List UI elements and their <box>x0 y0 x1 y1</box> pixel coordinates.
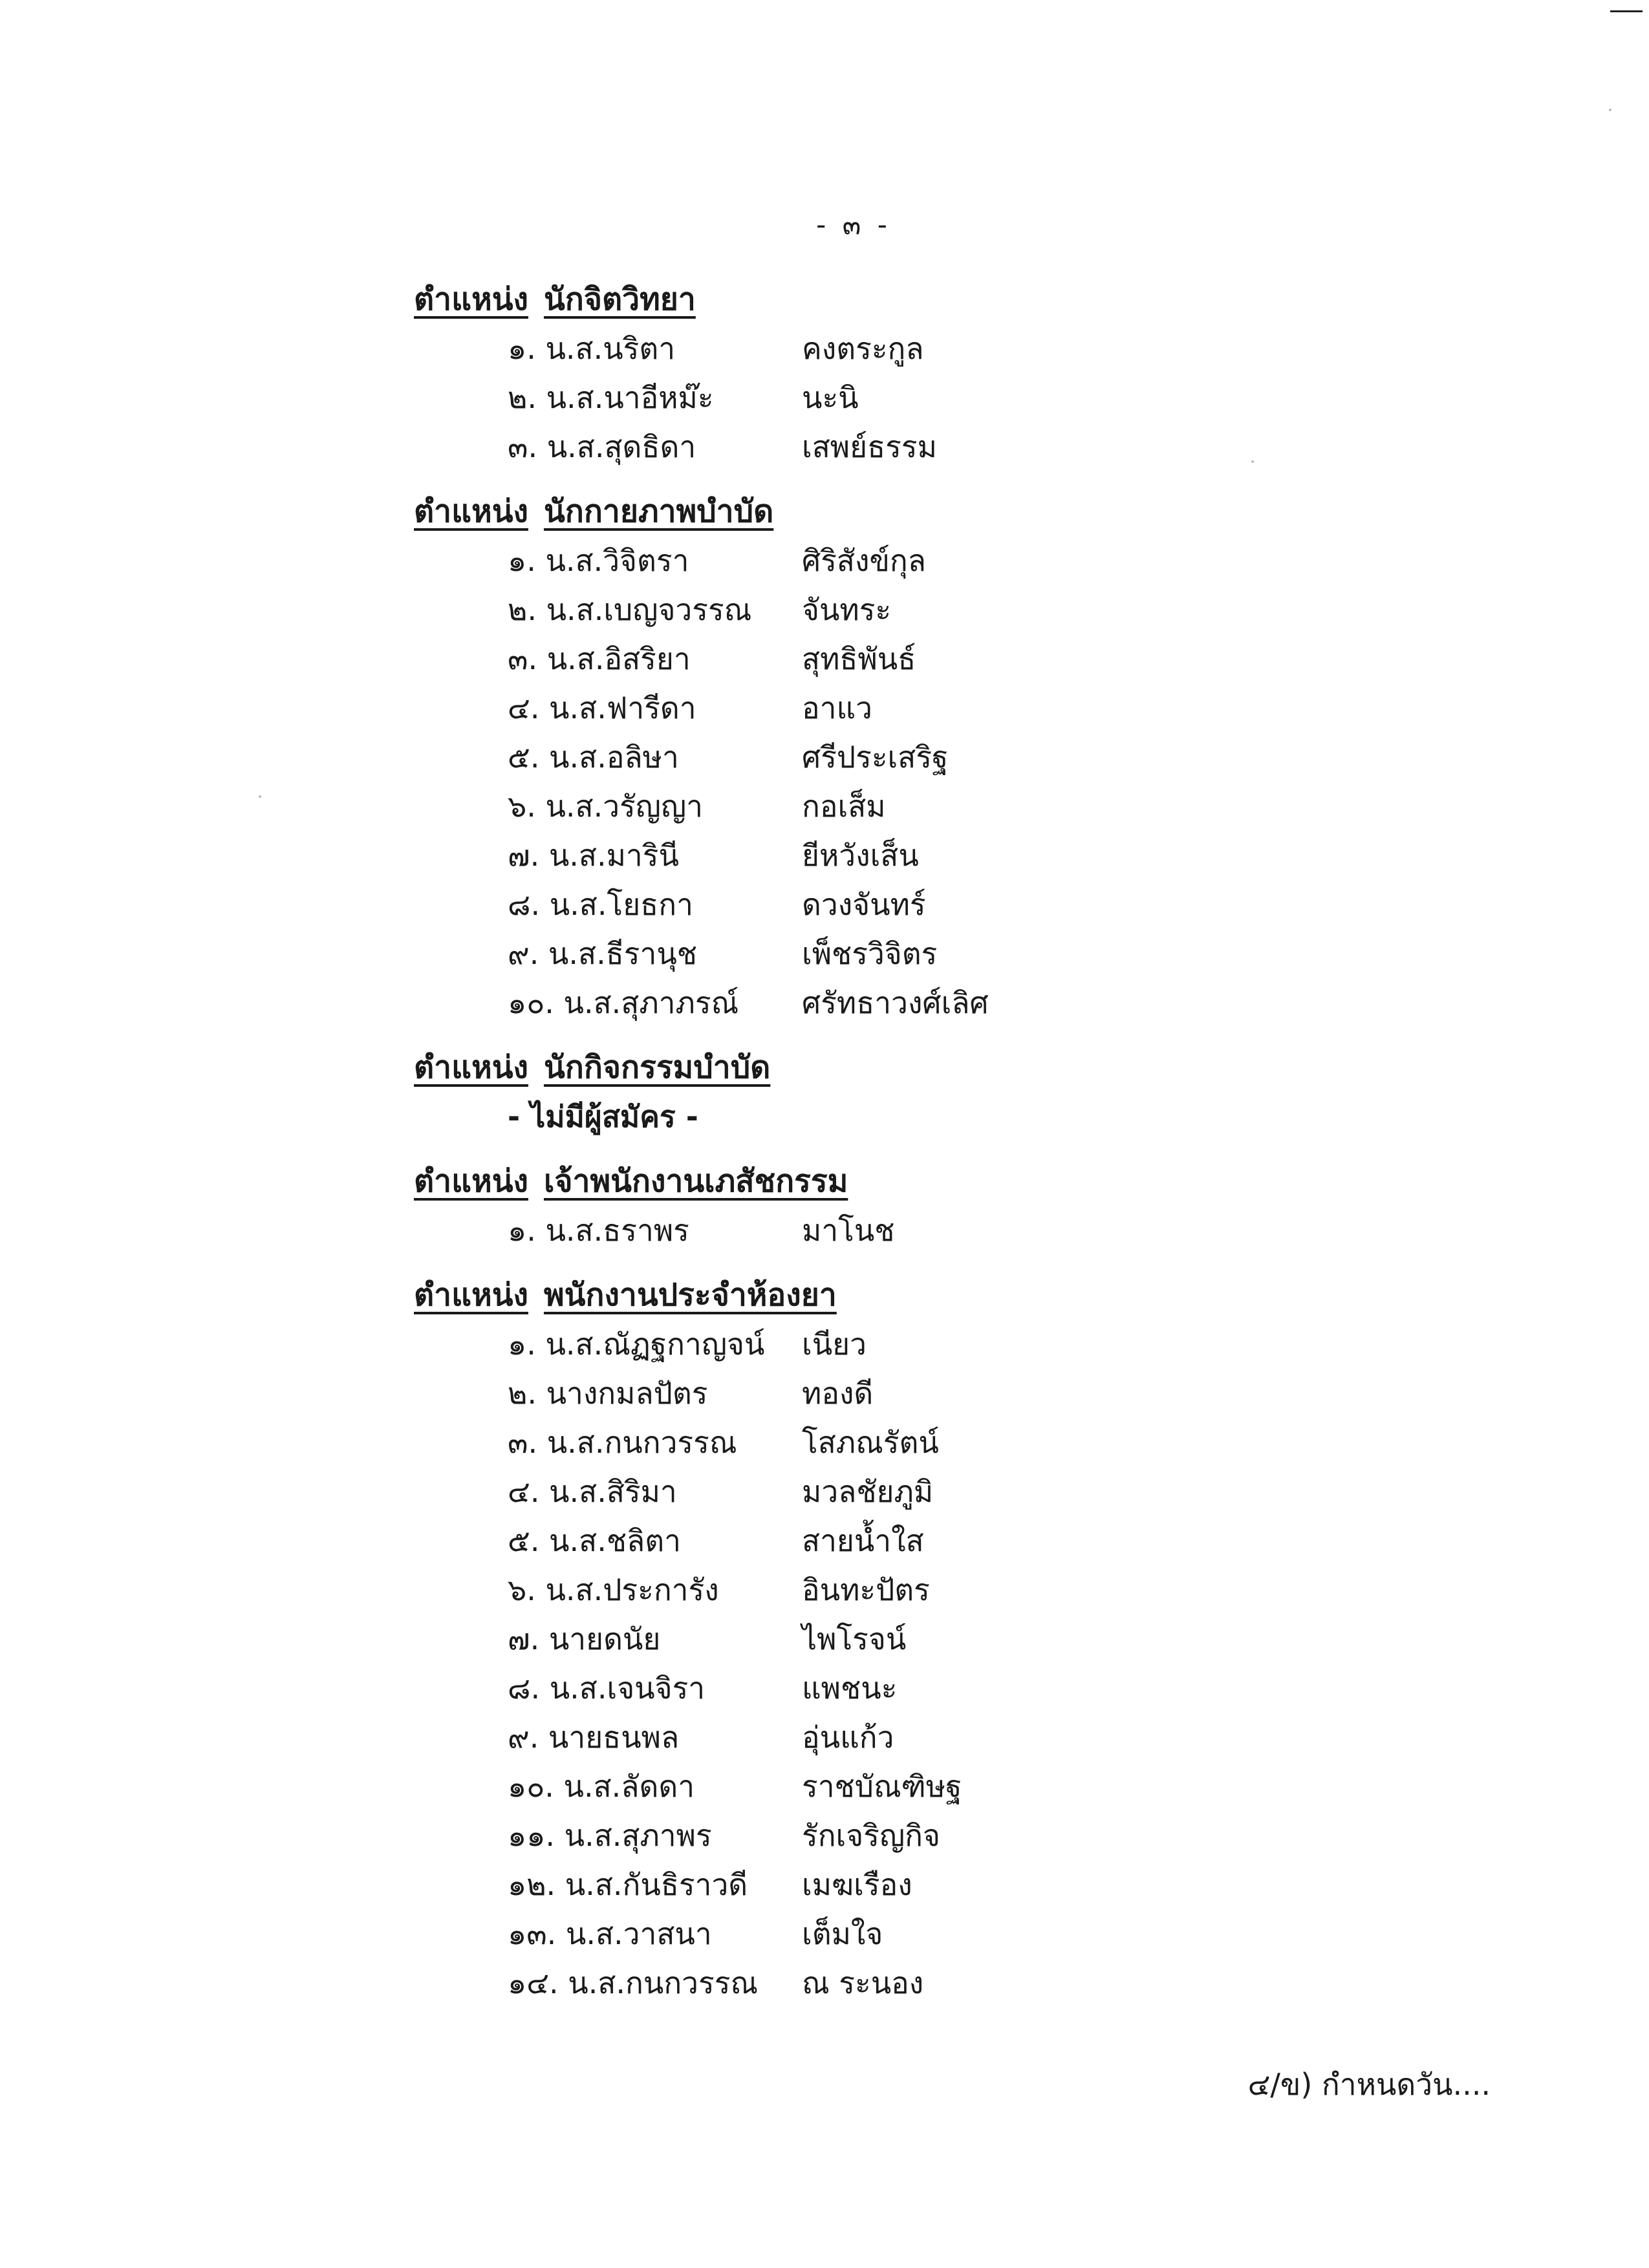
section-label: ตำแหน่ง <box>414 1163 528 1199</box>
applicant-given-name: ๘. น.ส.เจนจิรา <box>508 1671 706 1706</box>
section-label: ตำแหน่ง <box>414 1049 528 1086</box>
applicant-given-name: ๗. นายดนัย <box>508 1621 661 1656</box>
applicant-surname: เพ็ชรวิจิตร <box>802 936 938 971</box>
applicant-row <box>414 733 1513 782</box>
applicant-given-name: ๑. น.ส.ณัฏฐกาญจน์ <box>508 1327 765 1362</box>
applicant-row <box>414 782 1513 831</box>
applicant-row <box>414 1860 1513 1909</box>
applicant-surname: ไพโรจน์ <box>802 1621 907 1656</box>
applicant-surname: ราชบัณฑิษฐ <box>802 1769 962 1804</box>
section-heading <box>414 1157 1513 1206</box>
position-section <box>414 1043 1513 1141</box>
applicant-given-name: ๑. น.ส.วิจิตรา <box>508 543 689 578</box>
applicant-surname: เต็มใจ <box>802 1916 883 1951</box>
applicant-row <box>414 1565 1513 1614</box>
applicant-given-name: ๗. น.ส.มารินี <box>508 838 679 873</box>
applicant-given-name: ๕. น.ส.ชลิตา <box>508 1523 681 1558</box>
applicant-surname: อาแว <box>802 690 872 725</box>
applicant-given-name: ๔. น.ส.ฟารีดา <box>508 690 696 725</box>
page-number: - ๓ - <box>816 209 891 241</box>
applicant-given-name: ๖. น.ส.วรัญญา <box>508 789 703 824</box>
section-label: ตำแหน่ง <box>414 281 528 317</box>
section-position-title: นักกิจกรรมบำบัด <box>543 1049 771 1086</box>
section-position-title: นักจิตวิทยา <box>543 281 696 317</box>
applicant-surname: เมฆเรือง <box>802 1867 912 1902</box>
section-heading <box>414 1270 1513 1320</box>
applicant-given-name: ๒. นางกมลปัตร <box>508 1376 708 1411</box>
applicant-row <box>414 1320 1513 1369</box>
position-list <box>414 275 1513 2007</box>
scan-speck <box>259 795 261 798</box>
applicant-surname: นะนิ <box>802 380 859 415</box>
position-section <box>414 487 1513 1027</box>
applicant-given-name: ๑๐. น.ส.สุภาภรณ์ <box>508 985 739 1020</box>
applicant-row <box>414 831 1513 880</box>
no-applicant-note: - ไม่มีผู้สมัคร - <box>508 1099 698 1134</box>
applicant-surname: ดวงจันทร์ <box>802 887 926 922</box>
applicant-row <box>414 1418 1513 1467</box>
position-section <box>414 1270 1513 2007</box>
applicant-given-name: ๑๐. น.ส.ลัดดา <box>508 1769 695 1804</box>
applicant-given-name: ๕. น.ส.อลิษา <box>508 740 679 775</box>
applicant-given-name: ๑๑. น.ส.สุภาพร <box>508 1818 712 1853</box>
applicant-row <box>414 634 1513 683</box>
applicant-given-name: ๑๓. น.ส.วาสนา <box>508 1916 712 1951</box>
section-position-title: นักกายภาพบำบัด <box>543 493 774 530</box>
applicant-row <box>414 1958 1513 2007</box>
applicant-surname: ณ ระนอง <box>802 1965 924 2000</box>
applicant-row <box>414 1614 1513 1664</box>
applicant-given-name: ๑. น.ส.นริตา <box>508 331 676 366</box>
applicant-row <box>414 929 1513 978</box>
applicant-surname: แพชนะ <box>802 1671 898 1706</box>
applicant-surname: ศรัทธาวงศ์เลิศ <box>802 985 989 1020</box>
applicant-row <box>414 1467 1513 1516</box>
applicant-surname: โสภณรัตน์ <box>802 1425 939 1460</box>
applicant-given-name: ๑๒. น.ส.กันธิราวดี <box>508 1867 748 1902</box>
applicant-given-name: ๒. น.ส.เบญจวรรณ <box>508 592 752 627</box>
applicant-surname: สุทธิพันธ์ <box>802 641 916 676</box>
applicant-surname: สายน้ำใส <box>802 1523 924 1558</box>
applicant-surname: มาโนช <box>802 1213 895 1248</box>
applicant-row <box>414 324 1513 373</box>
scan-speck <box>1609 109 1611 111</box>
continuation-note: ๔/ข) กำหนดวัน.... <box>1247 2067 1491 2102</box>
applicant-surname: ศิริสังข์กุล <box>802 543 926 578</box>
applicant-given-name: ๔. น.ส.สิริมา <box>508 1474 677 1509</box>
section-position-title: พนักงานประจำห้องยา <box>543 1277 837 1313</box>
applicant-given-name: ๙. น.ส.ธีรานุช <box>508 936 697 971</box>
applicant-given-name: ๓. น.ส.กนกวรรณ <box>508 1425 737 1460</box>
applicant-row <box>414 1713 1513 1762</box>
applicant-given-name: ๖. น.ส.ประการัง <box>508 1572 719 1607</box>
applicant-given-name: ๓. น.ส.สุดธิดา <box>508 429 696 464</box>
applicant-surname: คงตระกูล <box>802 331 924 366</box>
position-section <box>414 1157 1513 1255</box>
applicant-row <box>414 978 1513 1027</box>
applicant-given-name: ๘. น.ส.โยธกา <box>508 887 693 922</box>
applicant-surname: มวลชัยภูมิ <box>802 1474 934 1509</box>
applicant-row <box>414 1811 1513 1860</box>
applicant-row <box>414 1909 1513 1958</box>
applicant-given-name: ๑. น.ส.ธราพร <box>508 1213 689 1248</box>
applicant-row <box>414 683 1513 733</box>
section-label: ตำแหน่ง <box>414 1277 528 1313</box>
applicant-row <box>414 1664 1513 1713</box>
applicant-surname: รักเจริญกิจ <box>802 1818 940 1853</box>
section-position-title: เจ้าพนักงานเภสัชกรรม <box>543 1163 848 1199</box>
corner-mark <box>1610 10 1643 12</box>
applicant-surname: ทองดี <box>802 1376 874 1411</box>
applicant-row <box>414 1206 1513 1255</box>
applicant-row <box>414 880 1513 929</box>
applicant-row <box>414 536 1513 585</box>
position-section <box>414 275 1513 471</box>
applicant-surname: กอเส็ม <box>802 789 886 824</box>
applicant-surname: อุ่นแก้ว <box>802 1720 894 1755</box>
section-heading <box>414 275 1513 324</box>
applicant-row <box>414 373 1513 422</box>
applicant-row <box>414 1762 1513 1811</box>
applicant-given-name: ๓. น.ส.อิสริยา <box>508 641 691 676</box>
section-label: ตำแหน่ง <box>414 493 528 530</box>
applicant-given-name: ๙. นายธนพล <box>508 1720 680 1755</box>
applicant-given-name: ๒. น.ส.นาอีหม๊ะ <box>508 380 714 415</box>
applicant-row <box>414 1369 1513 1418</box>
section-heading <box>414 1043 1513 1092</box>
applicant-row <box>414 585 1513 634</box>
applicant-row <box>414 422 1513 471</box>
section-heading <box>414 487 1513 536</box>
applicant-surname: เนียว <box>802 1327 867 1362</box>
applicant-row <box>414 1516 1513 1565</box>
applicant-surname: อินทะปัตร <box>802 1572 930 1607</box>
applicant-surname: ยีหวังเส็น <box>802 838 919 873</box>
applicant-surname: จันทระ <box>802 592 892 627</box>
applicant-surname: ศรีประเสริฐ <box>802 740 949 775</box>
applicant-given-name: ๑๔. น.ส.กนกวรรณ <box>508 1965 759 2000</box>
applicant-surname: เสพย์ธรรม <box>802 429 937 464</box>
